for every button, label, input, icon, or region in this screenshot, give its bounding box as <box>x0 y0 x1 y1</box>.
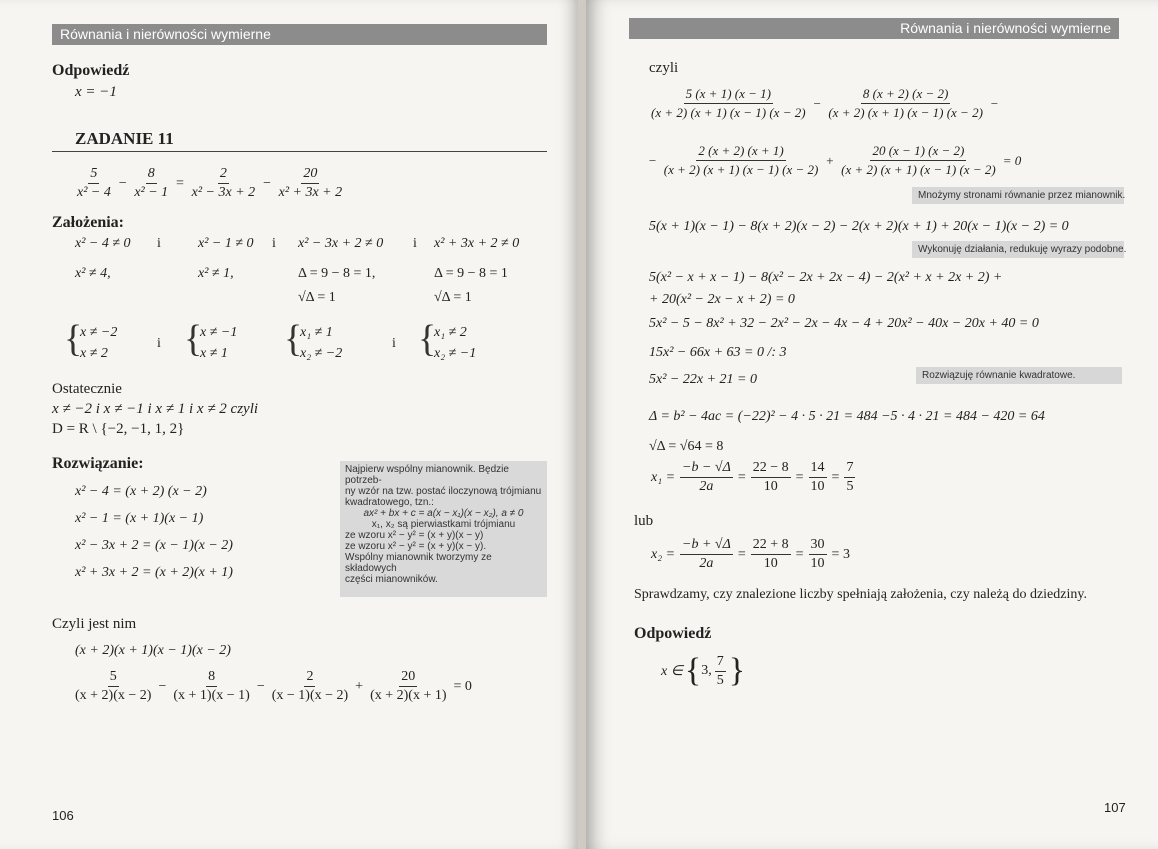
system-3: x₁ ≠ 1 x₂ ≠ −2 <box>300 325 343 361</box>
line-expand-4: 15x² − 66x + 63 = 0 /: 3 <box>649 345 787 360</box>
delta-line: Δ = b² − 4ac = (−22)² − 4 · 5 · 21 = 484 −5 · 4 · 21 = 484 − 420 = 64 <box>649 409 1045 424</box>
sqrt-delta-line: √Δ = √64 = 8 <box>649 439 724 454</box>
factor-line-2: x² − 1 = (x + 1)(x − 1) <box>75 511 204 526</box>
system-2: x ≠ −1 x ≠ 1 <box>200 325 238 361</box>
finally-line: x ≠ −2 i x ≠ −1 i x ≠ 1 i x ≠ 2 czyli <box>52 401 259 417</box>
system-1: x ≠ −2 x ≠ 2 <box>80 325 118 361</box>
hint-tag-reduce: Wykonuję działania, redukuję wyrazy podobne. <box>912 241 1124 258</box>
line-expand-3: 5x² − 5 − 8x² + 32 − 2x² − 2x − 4x − 4 + 20x² − 40x − 20x + 40 = 0 <box>649 316 1039 331</box>
assumption-3b: Δ = 9 − 8 = 1, <box>298 266 376 281</box>
line-expand-5: 5x² − 22x + 21 = 0 <box>649 372 757 387</box>
task-title: ZADANIE 11 <box>75 129 174 148</box>
right-page <box>586 0 1158 849</box>
conj: i <box>157 236 161 251</box>
equation-2: $\frac{5}{(x + 2)(x - 2)}$ − $\frac{8}{(x + 1)(x - 1)}$ − $\frac{2}{(x - 1)(x - 2)}$ + $\frac{20}{(x + 2)(x + 1)}$ = 0 <box>75 669 472 703</box>
assumption-4b: Δ = 9 − 8 = 1 <box>434 266 508 281</box>
brace-icon: { <box>64 318 83 360</box>
prev-answer-value: x = −1 <box>75 84 117 100</box>
factor-line-1: x² − 4 = (x + 2) (x − 2) <box>75 484 207 499</box>
page-number-right: 107 <box>1104 800 1126 815</box>
factor-line-4: x² + 3x + 2 = (x + 2)(x + 1) <box>75 565 233 580</box>
assumption-1b: x² ≠ 4, <box>75 266 111 281</box>
conj: i <box>413 236 417 251</box>
equation-3: $\frac{5 (x + 1) (x - 1)}{(x + 2) (x + 1) (x - 1) (x - 2)}$ − $\frac{8 (x + 2) (x - 2)}{(x + 2) (x + 1) (x - 1) (x - 2)}$ − <box>651 86 999 120</box>
equation-4: − $\frac{2 (x + 2) (x + 1)}{(x + 2) (x + 1) (x - 1) (x - 2)}$ + $\frac{20 (x - 1) (x - 2)}{(x + 2) (x + 1) (x - 1) (x - 2)}$ = 0 <box>648 143 1022 177</box>
brace-icon: { <box>284 318 303 360</box>
assumption-3: x² − 3x + 2 ≠ 0 <box>298 236 384 251</box>
assumptions-heading: Założenia: <box>52 214 124 231</box>
common-denominator: (x + 2)(x + 1)(x − 1)(x − 2) <box>75 643 231 658</box>
hint-tag-multiply: Mnożymy stronami równanie przez mianownik. <box>912 187 1124 204</box>
left-page <box>0 0 578 849</box>
chapter-header: Równania i nierówności wymierne <box>52 24 547 45</box>
assumption-1: x² − 4 ≠ 0 <box>75 236 131 251</box>
assumption-3c: √Δ = 1 <box>298 290 336 305</box>
root-x2: x₂ = $\frac{-b + √\Delta}{2a}$ = $\frac{22 + 8}{10}$ = $\frac{30}{10}$ = 3 <box>651 537 850 571</box>
lub-label: lub <box>634 513 654 529</box>
system-4: x₁ ≠ 2 x₂ ≠ −1 <box>434 325 477 361</box>
finally-label: Ostatecznie <box>52 381 122 397</box>
task-rule <box>52 151 547 152</box>
chapter-header: Równania i nierówności wymierne <box>629 18 1119 39</box>
assumption-4c: √Δ = 1 <box>434 290 472 305</box>
brace-icon: { <box>184 318 203 360</box>
assumption-4: x² + 3x + 2 ≠ 0 <box>434 236 520 251</box>
domain-line: D = R \ {−2, −1, 1, 2} <box>52 421 185 437</box>
prev-answer-heading: Odpowiedź <box>52 62 130 79</box>
solution-heading: Rozwiązanie: <box>52 455 144 472</box>
factor-line-3: x² − 3x + 2 = (x − 1)(x − 2) <box>75 538 233 553</box>
page-number-left: 106 <box>52 808 74 823</box>
assumption-2b: x² ≠ 1, <box>198 266 234 281</box>
common-label: Czyli jest nim <box>52 616 137 632</box>
line-multiplied: 5(x + 1)(x − 1) − 8(x + 2)(x − 2) − 2(x + 2)(x + 1) + 20(x − 1)(x − 2) = 0 <box>649 219 1069 234</box>
line-expand-2: + 20(x² − 2x − x + 2) = 0 <box>649 292 795 307</box>
brace-icon: { <box>418 318 437 360</box>
line-expand-1: 5(x² − x + x − 1) − 8(x² − 2x + 2x − 4) − 2(x² + x + 2x + 2) + <box>649 270 1003 285</box>
answer-heading: Odpowiedź <box>634 625 712 642</box>
conj: i <box>392 336 396 351</box>
book-gutter <box>578 0 586 849</box>
hint-box: Najpierw wspólny mianownik. Będzie potrzeb- ny wzór na tzw. postać iloczynową trójmianu kwadratowego, tzn.: ax² + bx + c = a(x − x₁)(x − x₂), a ≠ 0 x₁, x₂ są pierwiastkami trójmianu ze wzoru x² − y² = (x + y)(x − y) ze wzoru x² − y² = (x + y)(x − y). Wspólny mianownik tworzymy ze składowych części mianowników. <box>340 461 547 597</box>
check-line: Sprawdzamy, czy znalezione liczby spełniają założenia, czy należą do dziedziny. <box>634 587 1087 602</box>
root-x1: x₁ = $\frac{-b - √\Delta}{2a}$ = $\frac{22 - 8}{10}$ = $\frac{14}{10}$ = $\frac{7}{5}$ <box>651 460 854 494</box>
czyli-label: czyli <box>649 60 679 76</box>
conj: i <box>157 336 161 351</box>
conj: i <box>272 236 276 251</box>
assumption-2: x² − 1 ≠ 0 <box>198 236 254 251</box>
task-equation: $\frac{5}{\text{x² − 4}}$ − $\frac{8}{\text{x² − 1}}$ = $\frac{2}{\text{x² − 3x + 2}}$ − $\frac{20}{\text{x² + 3x + 2}}$ <box>77 166 343 200</box>
hint-tag-quadratic: Rozwiązuję równanie kwadratowe. <box>916 367 1122 384</box>
final-answer: x ∈ { 3, $\frac{7}{5}$ } <box>661 652 746 689</box>
